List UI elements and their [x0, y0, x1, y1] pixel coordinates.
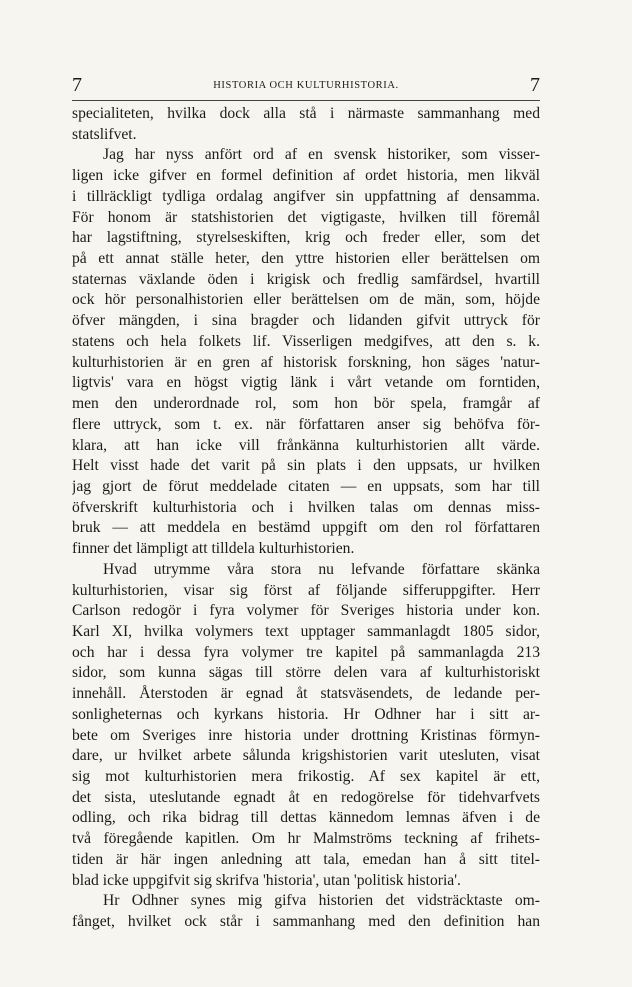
- text-line: på ett annat ställe heter, den yttre historien eller berättelsen om: [72, 250, 540, 268]
- text-line: innehåll. Återstoden är egnad åt statsväsendets, de ledande per-: [72, 685, 540, 703]
- text-line: Helt visst hade det varit på sin plats i den uppsats, ur hvilken: [72, 457, 540, 475]
- text-line: bete om Sveriges inre historia under drottning Kristinas förmyn-: [72, 726, 540, 744]
- page-number-right: 7: [530, 74, 540, 96]
- text-line: specialiteten, hvilka dock alla stå i närmaste sammanhang med: [72, 105, 540, 122]
- text-line: För honom är statshistorien det vigtigaste, hvilken till föremål: [72, 208, 540, 226]
- text-line: kulturhistorien är en gren af historisk forskning, hon säges 'natur-: [72, 353, 540, 371]
- text-line: flere uttryck, som t. ex. när författaren anser sig behöfva för-: [72, 415, 540, 433]
- text-line: statslifvet.: [72, 125, 137, 143]
- text-line: men den underordnade rol, som hon bör spela, framgår af: [72, 395, 540, 413]
- text-line: har lagstiftning, styrelseskiften, krig och freder eller, som det: [72, 229, 540, 247]
- text-line: sidor, som kunna sägas till större delen vara af kulturhistoriskt: [72, 664, 540, 682]
- text-line: dare, ur hvilket arbete sålunda krigshistorien varit utesluten, visat: [72, 747, 540, 765]
- body-text: [72, 104, 540, 933]
- text-line: bruk — att meddela en bestämd uppgift om den rol författaren: [72, 519, 540, 537]
- text-line: staternas växlande öden i krigisk och fredlig samfärdsel, hvartill: [72, 270, 540, 288]
- running-title: HISTORIA OCH KULTURHISTORIA.: [213, 80, 399, 91]
- text-line: finner det lämpligt att tilldela kulturhistorien.: [72, 540, 355, 558]
- text-line: och har i dessa fyra volymer tre kapitel på sammanlagda 213: [72, 643, 540, 661]
- text-line: Jag har nyss anfört ord af en svensk historiker, som visser-: [103, 146, 540, 164]
- text-line: blad icke uppgifvit sig skrifva 'historia', utan 'politisk historia'.: [72, 871, 461, 889]
- text-line: det sista, uteslutande egnadt åt en redogörelse för tidehvarfvets: [72, 788, 540, 806]
- text-line: klara, att han icke vill frånkänna kulturhistorien allt värde.: [72, 436, 540, 454]
- text-line: Hvad utrymme våra stora nu lefvande författare skänka: [103, 560, 540, 578]
- text-line: Karl XI, hvilka volymers text upptager sammanlagdt 1805 sidor,: [72, 622, 540, 640]
- text-line: kulturhistorien, visar sig först af följande sifferuppgifter. Herr: [72, 581, 540, 599]
- page-number-left: 7: [72, 74, 82, 96]
- text-line: Hr Odhner synes mig gifva historien det vidsträcktaste om-: [103, 892, 540, 910]
- text-line: jag gjort de förut meddelade citaten — en uppsats, som har till: [72, 477, 540, 495]
- text-line: två föregående kapitlen. Om hr Malmströms teckning af frihets-: [72, 830, 540, 848]
- text-line: fånget, hvilket ock står i sammanhang med den definition han: [72, 913, 540, 931]
- text-line: ligtvis' vara en högst vigtig länk i vårt vetande om forntiden,: [72, 374, 540, 392]
- text-line: sig mot kulturhistorien mera frikostig. Af sex kapitel är ett,: [72, 768, 540, 785]
- text-line: Carlson redogör i fyra volymer för Sveriges historia under kon.: [72, 602, 540, 620]
- text-line: sonligheternas och kyrkans historia. Hr Odhner har i sitt ar-: [72, 705, 540, 723]
- text-line: ligen icke gifver en formel definition af ordet historia, men likväl: [72, 167, 540, 185]
- text-line: ock hör personalhistorien eller berättelsen om de män, som, höjde: [72, 291, 540, 309]
- text-line: i tillräckligt tydliga ordalag angifver sin uppfattning af densamma.: [72, 187, 540, 205]
- header-rule: [72, 100, 540, 101]
- text-line: tiden är här ingen anledning att tala, emedan han å sitt titel-: [72, 850, 540, 868]
- text-line: statens och hela folkets lif. Visserligen medgifves, att den s. k.: [72, 332, 540, 350]
- text-line: öfver mängden, i sina bragder och lidanden gifvit uttryck för: [72, 312, 540, 330]
- text-line: öfverskrift kulturhistoria och i hvilken talas om dennas miss-: [72, 498, 540, 516]
- text-line: odling, och rika bidrag till dettas kännedom lemnas äfven i de: [72, 809, 540, 827]
- page-header: [72, 74, 540, 98]
